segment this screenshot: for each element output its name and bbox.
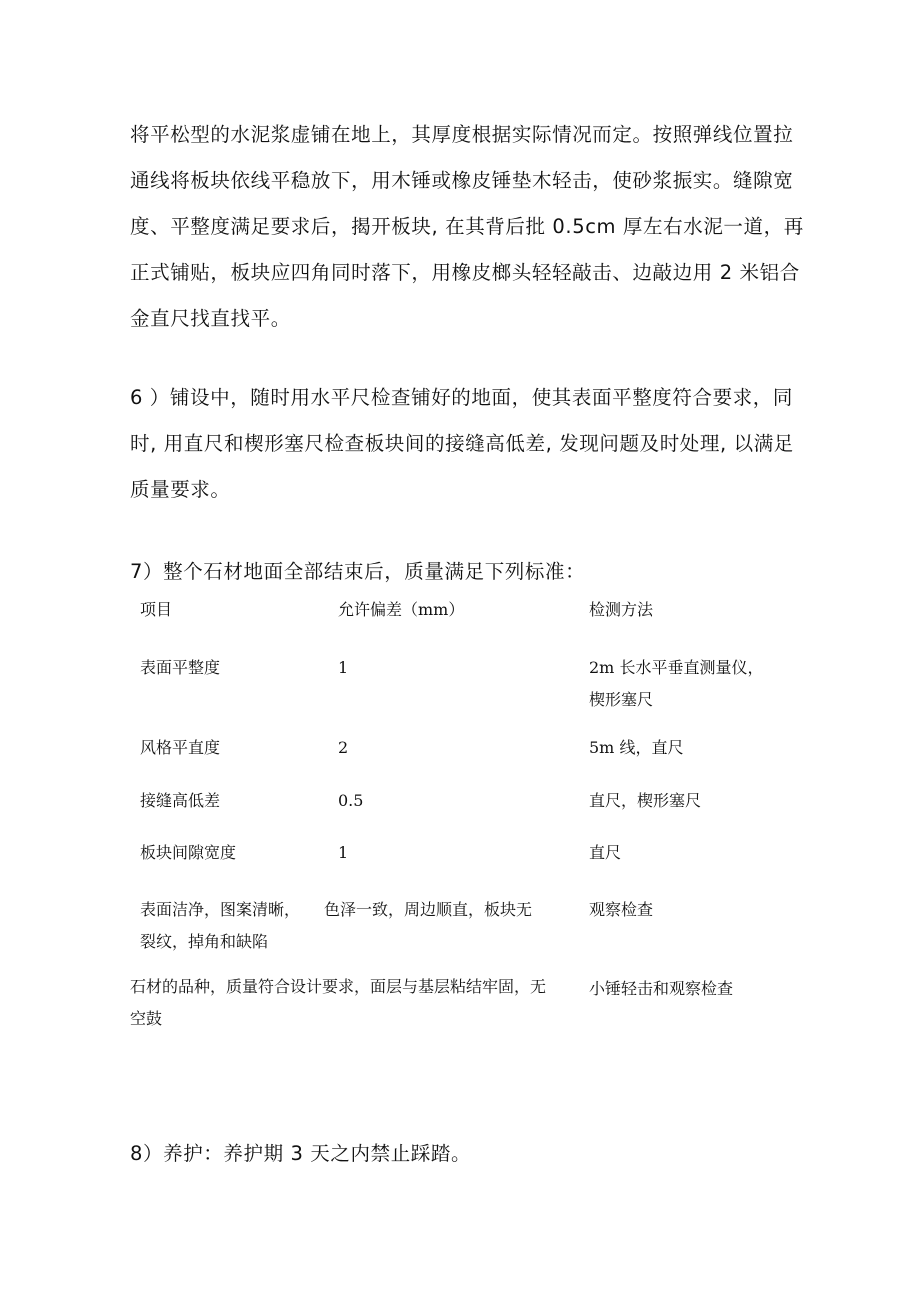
- paragraph-line: 正式铺贴，板块应四角同时落下，用橡皮榔头轻轻敲击、边敲边用 2 米铝合: [130, 261, 800, 284]
- table-cell-method: 直尺: [589, 843, 622, 862]
- paragraph-line: 质量要求。: [130, 478, 231, 501]
- table-cell-item: 石材的品种，质量符合设计要求，面层与基层粘结牢固，无: [130, 977, 547, 996]
- paragraph-line: 6 ）铺设中，随时用水平尺检查铺好的地面，使其表面平整度符合要求，同: [130, 386, 794, 409]
- step-6-paragraph: [130, 375, 795, 513]
- table-cell-tolerance: 色泽一致，周边顺直，板块无: [324, 900, 533, 919]
- table-cell-tolerance: 1: [338, 843, 349, 862]
- table-header-item: 项目: [140, 600, 173, 619]
- step-7-heading: [130, 549, 795, 595]
- paragraph-line: 度、平整度满足要求后，揭开板块, 在其背后批 0.5cm 厚左右水泥一道，再: [130, 215, 804, 238]
- table-cell-method: 观察检查: [589, 900, 654, 919]
- table-cell-item: 风格平直度: [140, 738, 221, 757]
- table-cell-item-cont: 空鼓: [130, 1009, 163, 1028]
- paragraph-line: 通线将板块依线平稳放下，用木锤或橡皮锤垫木轻击，使砂浆振实。缝隙宽: [130, 169, 794, 192]
- table-cell-item: 接缝高低差: [140, 791, 221, 810]
- paragraph-line: 金直尺找直找平。: [130, 307, 291, 330]
- paragraph-line: 时, 用直尺和楔形塞尺检查板块间的接缝高低差, 发现问题及时处理, 以满足: [130, 432, 794, 455]
- table-cell-tolerance: 1: [338, 658, 349, 677]
- table-cell-method: 2m 长水平垂直测量仪，: [589, 658, 764, 677]
- table-cell-method: 5m 线，直尺: [589, 738, 684, 757]
- table-cell-tolerance: 2: [338, 738, 349, 757]
- table-cell-method-cont: 楔形塞尺: [589, 690, 654, 709]
- table-cell-method: 小锤轻击和观察检查: [589, 979, 734, 998]
- paragraph-laying-method: [130, 112, 804, 342]
- table-header-method: 检测方法: [589, 600, 654, 619]
- table-header-tolerance: 允许偏差（mm）: [338, 600, 465, 619]
- table-cell-item: 表面洁净，图案清晰，: [140, 900, 301, 919]
- step-7-heading-text: 7）整个石材地面全部结束后，质量满足下列标准：: [130, 560, 586, 583]
- step-8-paragraph: [130, 1131, 795, 1177]
- paragraph-line: 将平松型的水泥浆虚铺在地上，其厚度根据实际情况而定。按照弹线位置拉: [130, 123, 794, 146]
- table-cell-tolerance: 0.5: [338, 791, 364, 810]
- table-cell-item: 表面平整度: [140, 658, 221, 677]
- step-8-text: 8）养护：养护期 3 天之内禁止踩踏。: [130, 1142, 472, 1165]
- table-cell-item: 板块间隙宽度: [140, 843, 237, 862]
- table-cell-item-cont: 裂纹，掉角和缺陷: [140, 932, 269, 951]
- table-cell-method: 直尺，楔形塞尺: [589, 791, 702, 810]
